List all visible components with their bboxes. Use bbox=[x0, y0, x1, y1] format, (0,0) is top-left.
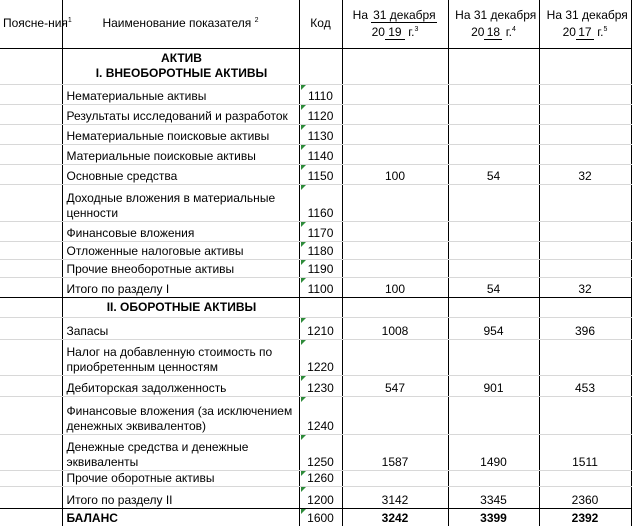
row-code bbox=[299, 104, 342, 124]
row-code bbox=[299, 508, 342, 526]
balance-label: БАЛАНС bbox=[62, 508, 299, 526]
row-value-2018 bbox=[448, 259, 539, 277]
row-value-2017 bbox=[539, 144, 631, 164]
row-name: Нематериальные поисковые активы bbox=[62, 124, 299, 144]
comment-marker-icon bbox=[301, 487, 306, 492]
row-value-2017: 1511 bbox=[539, 434, 631, 470]
col2-year-prefix: 20 bbox=[471, 24, 485, 39]
header-col3 bbox=[539, 0, 631, 48]
row-value-2017 bbox=[539, 104, 631, 124]
header-explanations bbox=[0, 0, 72, 48]
row-value-2019: 3142 bbox=[342, 486, 448, 508]
col3-year-prefix: 20 bbox=[562, 24, 576, 39]
comment-marker-icon bbox=[301, 242, 306, 247]
row-code bbox=[299, 84, 342, 104]
row-value-2018: 954 bbox=[448, 317, 539, 339]
row-value-2019: 100 bbox=[342, 277, 448, 297]
row-name: Основные средства bbox=[62, 164, 299, 184]
comment-marker-icon bbox=[301, 85, 306, 90]
row-value-2018 bbox=[448, 104, 539, 124]
comment-marker-icon bbox=[301, 222, 306, 227]
row-value-2018 bbox=[448, 470, 539, 486]
col2-year: 18 bbox=[484, 25, 502, 40]
row-value-2017: 396 bbox=[539, 317, 631, 339]
col2-day-month: 31 декабря bbox=[473, 7, 537, 22]
row-value-2017: 453 bbox=[539, 375, 631, 396]
row-value-2017 bbox=[539, 339, 631, 375]
row-code-value: 1250 bbox=[307, 454, 334, 469]
row-code bbox=[299, 470, 342, 486]
table-row bbox=[0, 470, 631, 486]
row-code-value: 1210 bbox=[307, 323, 334, 338]
col1-year-prefix: 20 bbox=[371, 24, 385, 39]
row-code-value: 1170 bbox=[307, 225, 334, 240]
row-code bbox=[299, 375, 342, 396]
col1-prefix: На bbox=[352, 7, 368, 22]
comment-marker-icon bbox=[301, 105, 306, 110]
row-value-2018: 3345 bbox=[448, 486, 539, 508]
comment-marker-icon bbox=[301, 165, 306, 170]
col2-prefix: На bbox=[455, 7, 471, 22]
row-value-2017 bbox=[539, 124, 631, 144]
row-value-2019: 1008 bbox=[342, 317, 448, 339]
row-value-2017 bbox=[539, 241, 631, 259]
table-row bbox=[0, 184, 631, 221]
row-value-2017 bbox=[539, 84, 631, 104]
row-value-2019 bbox=[342, 259, 448, 277]
comment-marker-icon bbox=[301, 509, 306, 514]
row-code bbox=[299, 144, 342, 164]
row-name: Дебиторская задолженность bbox=[62, 375, 299, 396]
section2-title: II. ОБОРОТНЫЕ АКТИВЫ bbox=[62, 297, 299, 317]
section1-title: I. ВНЕОБОРОТНЫЕ АКТИВЫ bbox=[95, 66, 268, 80]
row-code-value: 1220 bbox=[307, 359, 334, 374]
col3-prefix: На bbox=[546, 7, 562, 22]
section2-total-row bbox=[0, 486, 631, 508]
row-name: Налог на добавленную стоимость по приобретенным ценностям bbox=[62, 339, 299, 375]
row-value-2017 bbox=[539, 259, 631, 277]
row-value-2018 bbox=[448, 339, 539, 375]
table-row bbox=[0, 241, 631, 259]
comment-marker-icon bbox=[301, 376, 306, 381]
row-code-value: 1130 bbox=[307, 128, 334, 143]
balance-value-2017: 2392 bbox=[539, 508, 631, 526]
table-row bbox=[0, 164, 631, 184]
row-value-2019 bbox=[342, 241, 448, 259]
row-value-2019 bbox=[342, 84, 448, 104]
row-value-2017: 32 bbox=[539, 164, 631, 184]
comment-marker-icon bbox=[301, 278, 306, 283]
col2-suffix: г. bbox=[505, 24, 513, 39]
row-name: Итого по разделу II bbox=[62, 486, 299, 508]
row-value-2019 bbox=[342, 124, 448, 144]
header-code bbox=[299, 0, 342, 48]
section1-title-cell bbox=[62, 48, 299, 84]
table-row bbox=[0, 259, 631, 277]
row-value-2019 bbox=[342, 396, 448, 434]
balance-row bbox=[0, 508, 631, 526]
row-code-value: 1200 bbox=[307, 492, 334, 507]
table-row bbox=[0, 339, 631, 375]
row-value-2018 bbox=[448, 184, 539, 221]
row-code-value: 1110 bbox=[308, 88, 333, 103]
col3-suffix: г. bbox=[597, 24, 604, 39]
balance-value-2019: 3242 bbox=[342, 508, 448, 526]
row-name: Запасы bbox=[62, 317, 299, 339]
comment-marker-icon bbox=[301, 260, 306, 265]
comment-marker-icon bbox=[301, 318, 306, 323]
row-name: Финансовые вложения bbox=[62, 221, 299, 241]
assets-title: АКТИВ bbox=[161, 51, 202, 65]
col1-note: 3 bbox=[414, 25, 419, 33]
section1-total-row bbox=[0, 277, 631, 297]
row-value-2019 bbox=[342, 104, 448, 124]
comment-marker-icon bbox=[301, 145, 306, 150]
comment-marker-icon bbox=[301, 471, 306, 476]
comment-marker-icon bbox=[301, 435, 306, 440]
comment-marker-icon bbox=[301, 397, 306, 402]
row-value-2017: 32 bbox=[539, 277, 631, 297]
col3-day-month: 31 декабря bbox=[565, 7, 628, 22]
col1-suffix: г. bbox=[408, 24, 415, 39]
table-row bbox=[0, 144, 631, 164]
row-value-2018: 901 bbox=[448, 375, 539, 396]
row-name: Доходные вложения в материальные ценности bbox=[62, 184, 299, 221]
row-name: Нематериальные активы bbox=[62, 84, 299, 104]
row-code-value: 1240 bbox=[307, 418, 334, 433]
row-name: Результаты исследований и разработок bbox=[62, 104, 299, 124]
row-code bbox=[299, 124, 342, 144]
row-value-2018 bbox=[448, 241, 539, 259]
row-value-2019 bbox=[342, 221, 448, 241]
row-value-2018 bbox=[448, 144, 539, 164]
row-name: Отложенные налоговые активы bbox=[62, 241, 299, 259]
row-code bbox=[299, 184, 342, 221]
section2-title-row bbox=[0, 297, 631, 317]
row-name: Финансовые вложения (за исключением денежных эквивалентов) bbox=[62, 396, 299, 434]
row-value-2019: 1587 bbox=[342, 434, 448, 470]
header-col2 bbox=[448, 0, 539, 48]
header-indicator bbox=[62, 0, 299, 48]
row-name: Прочие внеоборотные активы bbox=[62, 259, 299, 277]
row-code bbox=[299, 339, 342, 375]
row-value-2018 bbox=[448, 124, 539, 144]
table-row bbox=[0, 221, 631, 241]
header-col1 bbox=[342, 0, 448, 48]
row-code-value: 1230 bbox=[307, 380, 334, 395]
row-code-value: 1180 bbox=[307, 243, 334, 258]
row-code-value: 1600 bbox=[307, 511, 334, 525]
table-row bbox=[0, 317, 631, 339]
header-indicator-label: Наименование показателя bbox=[102, 16, 252, 31]
table-row bbox=[0, 104, 631, 124]
header-explanations-note: 1 bbox=[67, 17, 72, 25]
row-code-value: 1260 bbox=[307, 470, 334, 485]
row-value-2017: 2360 bbox=[539, 486, 631, 508]
row-name: Денежные средства и денежные эквиваленты bbox=[62, 434, 299, 470]
row-value-2018 bbox=[448, 84, 539, 104]
comment-marker-icon bbox=[301, 185, 306, 190]
row-value-2017 bbox=[539, 396, 631, 434]
row-value-2018 bbox=[448, 221, 539, 241]
row-code-value: 1160 bbox=[307, 205, 334, 220]
row-value-2019: 547 bbox=[342, 375, 448, 396]
row-value-2019: 100 bbox=[342, 164, 448, 184]
row-code-value: 1150 bbox=[307, 168, 334, 183]
row-code-value: 1190 bbox=[307, 261, 334, 276]
col2-note: 4 bbox=[512, 25, 516, 33]
header-row bbox=[0, 0, 631, 48]
row-value-2019 bbox=[342, 184, 448, 221]
header-explanations-label: Поясне-ния bbox=[3, 16, 68, 31]
row-code bbox=[299, 259, 342, 277]
table-row bbox=[0, 434, 631, 470]
row-value-2017 bbox=[539, 470, 631, 486]
row-code-value: 1100 bbox=[307, 281, 334, 296]
row-code bbox=[299, 486, 342, 508]
comment-marker-icon bbox=[301, 125, 306, 130]
row-value-2019 bbox=[342, 339, 448, 375]
table-row bbox=[0, 124, 631, 144]
col1-day-month: 31 декабря bbox=[373, 7, 436, 22]
row-code-value: 1120 bbox=[307, 108, 334, 123]
row-value-2018: 1490 bbox=[448, 434, 539, 470]
col3-note: 5 bbox=[603, 25, 608, 33]
table-row bbox=[0, 375, 631, 396]
row-name: Итого по разделу I bbox=[62, 277, 299, 297]
row-code bbox=[299, 434, 342, 470]
header-code-label: Код bbox=[310, 16, 331, 31]
table-row bbox=[0, 396, 631, 434]
row-value-2017 bbox=[539, 184, 631, 221]
row-code bbox=[299, 241, 342, 259]
row-code bbox=[299, 164, 342, 184]
row-name: Прочие оборотные активы bbox=[62, 470, 299, 486]
row-value-2018: 54 bbox=[448, 164, 539, 184]
table-row bbox=[0, 84, 631, 104]
header-indicator-note: 2 bbox=[254, 17, 259, 25]
row-code bbox=[299, 221, 342, 241]
row-value-2017 bbox=[539, 221, 631, 241]
comment-marker-icon bbox=[301, 340, 306, 345]
row-value-2019 bbox=[342, 470, 448, 486]
col1-year: 19 bbox=[385, 25, 405, 40]
col3-year: 17 bbox=[576, 25, 594, 40]
row-name: Материальные поисковые активы bbox=[62, 144, 299, 164]
row-value-2019 bbox=[342, 144, 448, 164]
assets-title-row bbox=[0, 48, 631, 84]
row-code bbox=[299, 277, 342, 297]
balance-value-2018: 3399 bbox=[448, 508, 539, 526]
row-code-value: 1140 bbox=[307, 148, 334, 163]
row-value-2018 bbox=[448, 396, 539, 434]
row-value-2018: 54 bbox=[448, 277, 539, 297]
row-code bbox=[299, 317, 342, 339]
row-code bbox=[299, 396, 342, 434]
